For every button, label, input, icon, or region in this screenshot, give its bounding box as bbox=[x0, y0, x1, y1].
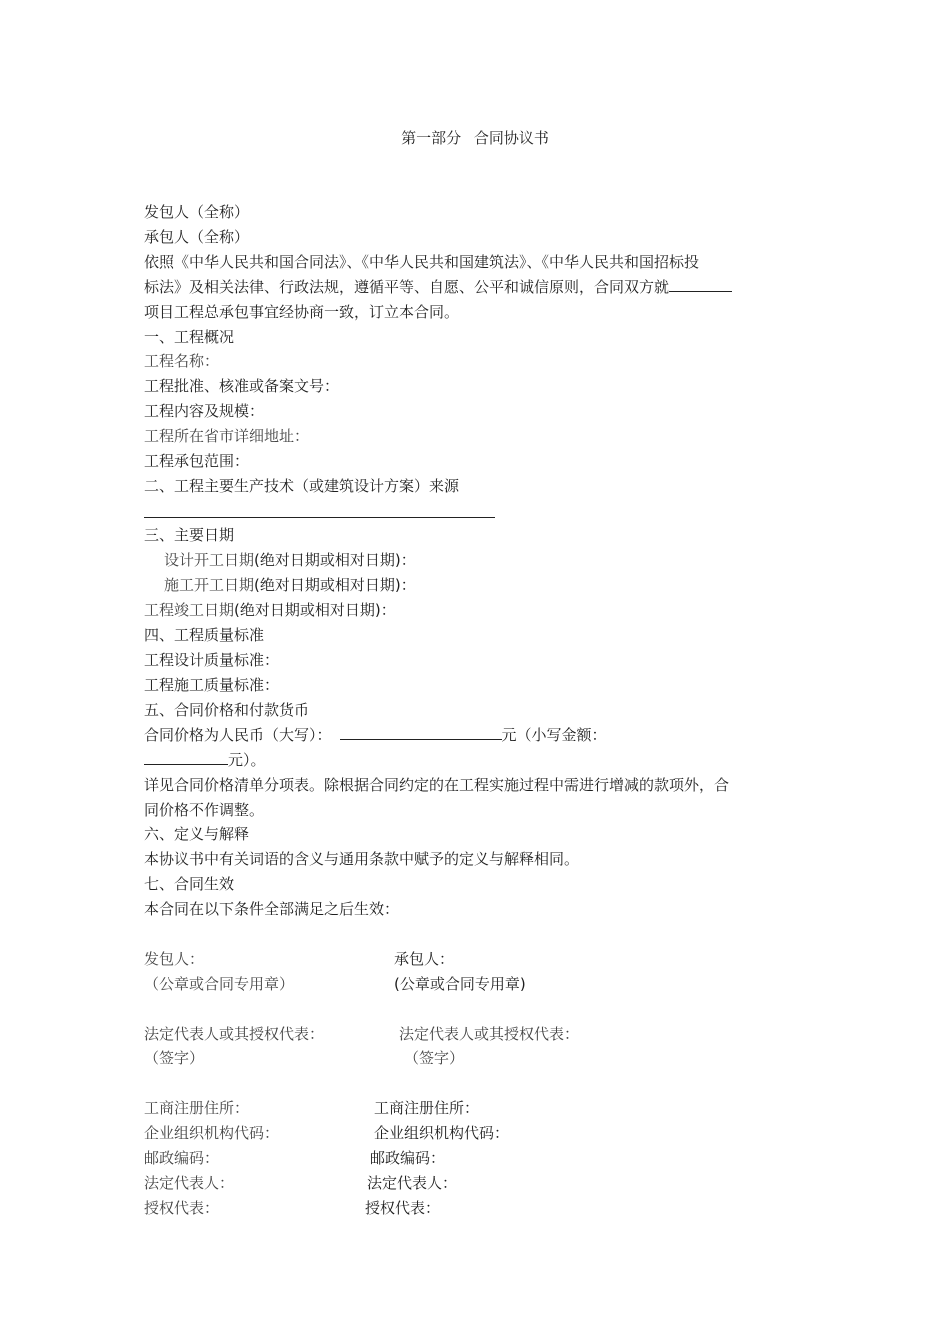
completion-note: (绝对日期或相对日期)： bbox=[234, 601, 396, 619]
price-uppercase-blank bbox=[340, 725, 502, 740]
employer-legal-representative: 法定代表人： bbox=[144, 1174, 235, 1192]
contract-price-line bbox=[144, 725, 607, 745]
design-start-note: (绝对日期或相对日期)： bbox=[254, 551, 416, 569]
completion-date bbox=[144, 600, 396, 620]
sign-contractor-seal: (公章或合同专用章) bbox=[394, 975, 526, 993]
sign-employer-seal: （公章或合同专用章） bbox=[144, 975, 295, 993]
price-lowercase-label: 元（小写金额： bbox=[501, 726, 607, 744]
project-address-field: 工程所在省市详细地址： bbox=[144, 427, 310, 445]
construction-quality-field: 工程施工质量标准： bbox=[144, 676, 280, 694]
design-quality-field: 工程设计质量标准： bbox=[144, 651, 280, 669]
design-start-label: 设计开工日期 bbox=[164, 551, 255, 569]
section-4-heading: 四、工程质量标准 bbox=[144, 626, 265, 644]
employer-org-code: 企业组织机构代码： bbox=[144, 1124, 280, 1142]
price-uppercase-label: 合同价格为人民币（大写）： bbox=[144, 726, 332, 744]
contractor-line: 承包人（全称） bbox=[144, 228, 250, 246]
employer-registered-address: 工商注册住所： bbox=[144, 1099, 250, 1117]
project-name-blank bbox=[669, 277, 732, 292]
construction-start-note: (绝对日期或相对日期)： bbox=[254, 576, 416, 594]
sign-contractor-representative: 法定代表人或其授权代表： bbox=[399, 1025, 580, 1043]
section-6-heading: 六、定义与解释 bbox=[144, 825, 250, 843]
section-3-heading: 三、主要日期 bbox=[144, 526, 235, 544]
approval-number-field: 工程批准、核准或备案文号： bbox=[144, 377, 340, 395]
page-title: 第一部分 合同协议书 bbox=[401, 129, 549, 147]
sign-employer-signature: （签字） bbox=[144, 1049, 205, 1067]
intro-paragraph-line-1: 依照《中华人民共和国合同法》、《中华人民共和国建筑法》、《中华人民共和国招标投 bbox=[144, 253, 700, 271]
sign-contractor-signature: （签字） bbox=[404, 1049, 465, 1067]
intro-paragraph-line-2 bbox=[144, 277, 732, 297]
contract-scope-field: 工程承包范围： bbox=[144, 452, 250, 470]
definitions-text: 本协议书中有关词语的含义与通用条款中赋予的定义与解释相同。 bbox=[144, 850, 580, 868]
construction-start-label: 施工开工日期 bbox=[164, 576, 255, 594]
sign-employer-representative: 法定代表人或其授权代表： bbox=[144, 1025, 325, 1043]
employer-authorized-representative: 授权代表： bbox=[144, 1199, 220, 1217]
contractor-authorized-representative: 授权代表： bbox=[365, 1199, 441, 1217]
section-1-heading: 一、工程概况 bbox=[144, 328, 235, 346]
contractor-legal-representative: 法定代表人： bbox=[367, 1174, 458, 1192]
contractor-registered-address: 工商注册住所： bbox=[374, 1099, 480, 1117]
section-5-heading: 五、合同价格和付款货币 bbox=[144, 701, 310, 719]
price-lowercase-end: 元）。 bbox=[228, 751, 266, 769]
design-start-date bbox=[164, 550, 416, 570]
intro-paragraph-text: 标法》及相关法律、行政法规，遵循平等、自愿、公平和诚信原则，合同双方就 bbox=[144, 278, 670, 296]
effectiveness-text: 本合同在以下条件全部满足之后生效： bbox=[144, 900, 400, 918]
technology-source-blank bbox=[144, 517, 495, 518]
intro-paragraph-line-3: 项目工程总承包事宜经协商一致，订立本合同。 bbox=[144, 303, 460, 321]
contractor-postal-code: 邮政编码： bbox=[370, 1149, 446, 1167]
employer-postal-code: 邮政编码： bbox=[144, 1149, 220, 1167]
price-detail-line-1: 详见合同价格清单分项表。除根据合同约定的在工程实施过程中需进行增减的款项外，合 bbox=[144, 776, 730, 794]
project-name-field: 工程名称： bbox=[144, 352, 220, 370]
content-scale-field: 工程内容及规模： bbox=[144, 402, 265, 420]
section-7-heading: 七、合同生效 bbox=[144, 875, 235, 893]
sign-contractor-label: 承包人： bbox=[394, 950, 455, 968]
section-2-heading: 二、工程主要生产技术（或建筑设计方案）来源 bbox=[144, 477, 460, 495]
construction-start-date bbox=[164, 575, 416, 595]
contractor-org-code: 企业组织机构代码： bbox=[374, 1124, 510, 1142]
employer-line: 发包人（全称） bbox=[144, 203, 250, 221]
completion-label: 工程竣工日期 bbox=[144, 601, 235, 619]
price-lowercase-blank bbox=[144, 750, 228, 765]
sign-employer-label: 发包人： bbox=[144, 950, 205, 968]
price-lowercase-line bbox=[144, 750, 266, 770]
price-detail-line-2: 同价格不作调整。 bbox=[144, 801, 265, 819]
